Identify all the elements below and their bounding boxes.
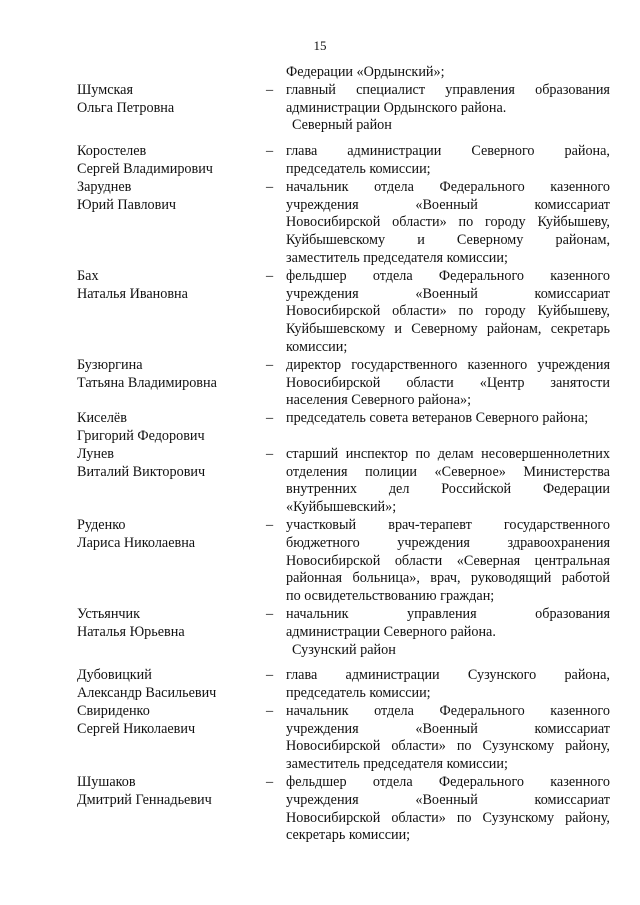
- member-position: начальник отдела Федерального казенного: [286, 178, 610, 195]
- member-position: начальник отдела Федерального казенного: [286, 702, 610, 719]
- member-line: [0, 161, 640, 179]
- member-line: [0, 446, 640, 464]
- member-name: Заруднев: [77, 178, 132, 195]
- member-position: учреждения «Военный комиссариат: [286, 720, 610, 737]
- member-line: [0, 721, 640, 739]
- member-name: Наталья Ивановна: [77, 285, 188, 302]
- member-name: Юрий Павлович: [77, 196, 177, 213]
- member-line: [0, 143, 640, 161]
- member-name: Дубовицкий: [77, 667, 152, 684]
- member-line: [0, 179, 640, 197]
- member-name: Григорий Федорович: [77, 427, 205, 444]
- dash-separator: –: [266, 143, 274, 160]
- dash-separator: –: [266, 667, 274, 684]
- member-line: [0, 570, 640, 588]
- member-position: Новосибирской области «Центр занятости: [286, 374, 610, 391]
- member-line: [0, 339, 640, 357]
- member-line: [0, 624, 640, 642]
- dash-separator: –: [266, 410, 274, 427]
- member-line: [0, 214, 640, 232]
- commission-member-list: [0, 64, 640, 845]
- section-gap: [0, 659, 640, 667]
- member-position: начальник управления образования: [286, 605, 610, 622]
- member-line: [0, 197, 640, 215]
- district-heading: Северный район: [292, 117, 392, 134]
- dash-separator: –: [266, 445, 274, 462]
- member-position: директор государственного казенного учреждения: [286, 356, 610, 373]
- member-name: Устьянчик: [77, 605, 141, 622]
- member-name: Сергей Николаевич: [77, 720, 196, 737]
- member-line: [0, 428, 640, 446]
- member-name: Дмитрий Геннадьевич: [77, 791, 212, 808]
- member-line: [0, 756, 640, 774]
- member-name: Лунев: [77, 445, 114, 462]
- member-name: Наталья Юрьевна: [77, 623, 185, 640]
- member-position: Куйбышевскому и Северному районам,: [286, 232, 610, 249]
- member-line: [0, 685, 640, 703]
- district-heading-line: [0, 642, 640, 660]
- member-name: Сергей Владимирович: [77, 160, 213, 177]
- member-position: Новосибирской области» по городу Куйбышеву,: [286, 214, 610, 231]
- member-line: [0, 606, 640, 624]
- member-line: [0, 232, 640, 250]
- member-position: Новосибирской области» по Сузунскому району,: [286, 738, 610, 755]
- member-position: администрации Ордынского района.: [286, 99, 507, 116]
- member-position: Новосибирской области «Северная центральная: [286, 552, 610, 569]
- member-position: главный специалист управления образования: [286, 81, 610, 98]
- section-gap: [0, 135, 640, 143]
- member-line: [0, 792, 640, 810]
- dash-separator: –: [266, 267, 274, 284]
- dash-separator: –: [266, 516, 274, 533]
- member-line: [0, 667, 640, 685]
- member-position: председатель комиссии;: [286, 685, 431, 702]
- member-position: глава администрации Сузунского района,: [286, 667, 610, 684]
- dash-separator: –: [266, 605, 274, 622]
- member-position: населения Северного района»;: [286, 392, 472, 409]
- page-number: 15: [313, 38, 327, 53]
- member-position: комиссии;: [286, 338, 348, 355]
- member-line: [0, 100, 640, 118]
- member-position: учреждения «Военный комиссариат: [286, 791, 610, 808]
- member-position: администрации Северного района.: [286, 623, 496, 640]
- member-position: Новосибирской области» по городу Куйбышеву,: [286, 303, 610, 320]
- dash-separator: –: [266, 356, 274, 373]
- member-line: [0, 774, 640, 792]
- member-name: Бах: [77, 267, 99, 284]
- member-position: участковый врач-терапевт государственного: [286, 516, 610, 533]
- member-line: [0, 303, 640, 321]
- member-line: [0, 410, 640, 428]
- dash-separator: –: [266, 774, 274, 791]
- member-line: [0, 588, 640, 606]
- member-name: Свириденко: [77, 702, 150, 719]
- dash-separator: –: [266, 178, 274, 195]
- member-position: Федерации «Ордынский»;: [286, 64, 445, 80]
- member-line: [0, 464, 640, 482]
- member-position: отделения полиции «Северное» Министерства: [286, 463, 610, 480]
- member-position: Куйбышевскому и Северному районам, секретарь: [286, 321, 610, 338]
- member-position: бюджетного учреждения здравоохранения: [286, 534, 610, 551]
- member-name: Шумская: [77, 81, 133, 98]
- member-name: Коростелев: [77, 143, 147, 160]
- dash-separator: –: [266, 81, 274, 98]
- member-name: Лариса Николаевна: [77, 534, 196, 551]
- member-line: [0, 535, 640, 553]
- member-position: фельдшер отдела Федерального казенного: [286, 267, 610, 284]
- member-position: учреждения «Военный комиссариат: [286, 285, 610, 302]
- member-position: заместитель председателя комиссии;: [286, 756, 508, 773]
- member-position: заместитель председателя комиссии;: [286, 249, 508, 266]
- member-line: [0, 64, 640, 82]
- member-line: [0, 810, 640, 828]
- member-line: [0, 321, 640, 339]
- member-line: [0, 553, 640, 571]
- member-line: [0, 703, 640, 721]
- member-line: [0, 481, 640, 499]
- member-position: внутренних дел Российской Федерации: [286, 481, 610, 498]
- member-position: по освидетельствованию граждан;: [286, 588, 495, 605]
- member-line: [0, 268, 640, 286]
- member-line: [0, 499, 640, 517]
- member-position: глава администрации Северного района,: [286, 143, 610, 160]
- member-name: Татьяна Владимировна: [77, 374, 217, 391]
- member-line: [0, 286, 640, 304]
- member-position: Новосибирской области» по Сузунскому району,: [286, 809, 610, 826]
- member-position: председатель совета ветеранов Северного района;: [286, 410, 589, 427]
- member-line: [0, 738, 640, 756]
- member-name: Руденко: [77, 516, 126, 533]
- member-name: Киселёв: [77, 410, 127, 427]
- member-position: секретарь комиссии;: [286, 827, 411, 844]
- member-line: [0, 517, 640, 535]
- member-line: [0, 250, 640, 268]
- dash-separator: –: [266, 702, 274, 719]
- member-line: [0, 392, 640, 410]
- district-heading-line: [0, 117, 640, 135]
- member-name: Бузюргина: [77, 356, 143, 373]
- member-position: «Куйбышевский»;: [286, 499, 397, 516]
- member-line: [0, 82, 640, 100]
- member-name: Ольга Петровна: [77, 99, 175, 116]
- member-position: учреждения «Военный комиссариат: [286, 196, 610, 213]
- member-name: Шушаков: [77, 774, 136, 791]
- member-line: [0, 357, 640, 375]
- district-heading: Сузунский район: [292, 641, 396, 658]
- member-position: старший инспектор по делам несовершеннолетних: [286, 445, 610, 462]
- member-line: [0, 827, 640, 845]
- member-name: Александр Васильевич: [77, 685, 217, 702]
- member-name: Виталий Викторович: [77, 463, 206, 480]
- member-line: [0, 375, 640, 393]
- member-position: фельдшер отдела Федерального казенного: [286, 774, 610, 791]
- member-position: районная больница», врач, руководящий работой: [286, 570, 610, 587]
- member-position: председатель комиссии;: [286, 160, 431, 177]
